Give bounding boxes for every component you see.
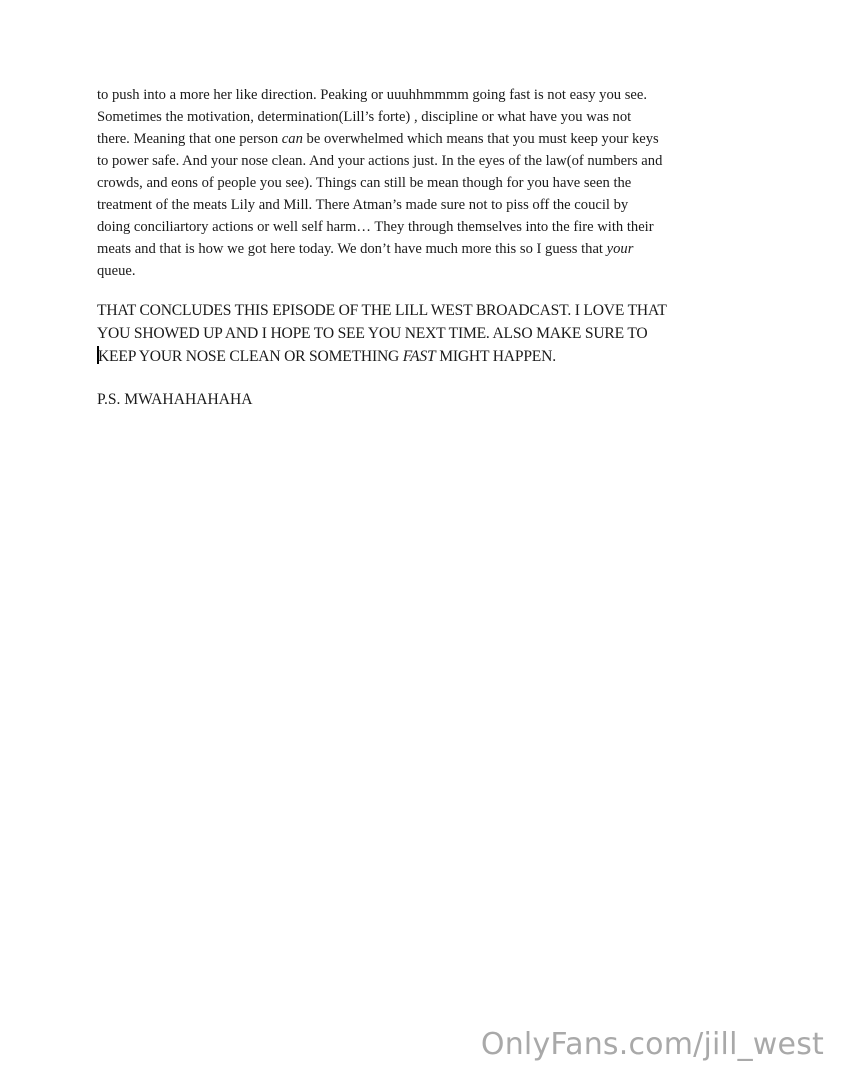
- postscript-text: P.S. MWAHAHAHAHA: [97, 391, 253, 408]
- document-body[interactable]: [97, 84, 757, 411]
- italic-text: can: [281, 131, 303, 147]
- closing-paragraph: [97, 299, 757, 368]
- text-line: crowds, and eons of people you see). Things can still be mean though for you have seen the: [97, 175, 632, 191]
- text-line: to power safe. And your nose clean. And your actions just. In the eyes of the law(of numbers and: [97, 153, 663, 169]
- text-run: meats and that is how we got here today. We don’t have much more this so I guess that: [97, 241, 607, 257]
- text-line: to push into a more her like direction. Peaking or uuuhhmmmm going fast is not easy you see.: [97, 87, 648, 103]
- text-line: Sometimes the motivation, determination(Lill’s forte) , discipline or what have you was not: [97, 109, 632, 125]
- text-line: [97, 345, 757, 368]
- text-line: doing conciliartory actions or well self harm… They through themselves into the fire with their: [97, 219, 654, 235]
- text-line: treatment of the meats Lily and Mill. There Atman’s made sure not to piss off the coucil by: [97, 197, 629, 213]
- watermark: OnlyFans.com/jill_west: [480, 1027, 824, 1062]
- text-run: be overwhelmed which means that you must keep your keys: [302, 131, 659, 147]
- postscript-paragraph: [97, 388, 757, 411]
- text-line: YOU SHOWED UP AND I HOPE TO SEE YOU NEXT TIME. ALSO MAKE SURE TO: [97, 325, 648, 342]
- italic-text: your: [606, 241, 634, 257]
- text-run: MIGHT HAPPEN.: [435, 348, 556, 365]
- body-paragraph: [97, 84, 757, 282]
- text-run: there. Meaning that one person: [97, 131, 282, 147]
- text-line: [97, 238, 757, 260]
- italic-text: FAST: [402, 348, 436, 365]
- text-line: [97, 128, 757, 150]
- text-line: queue.: [97, 263, 136, 279]
- text-run: KEEP YOUR NOSE CLEAN OR SOMETHING: [98, 348, 403, 365]
- text-line: THAT CONCLUDES THIS EPISODE OF THE LILL WEST BROADCAST. I LOVE THAT: [97, 302, 667, 319]
